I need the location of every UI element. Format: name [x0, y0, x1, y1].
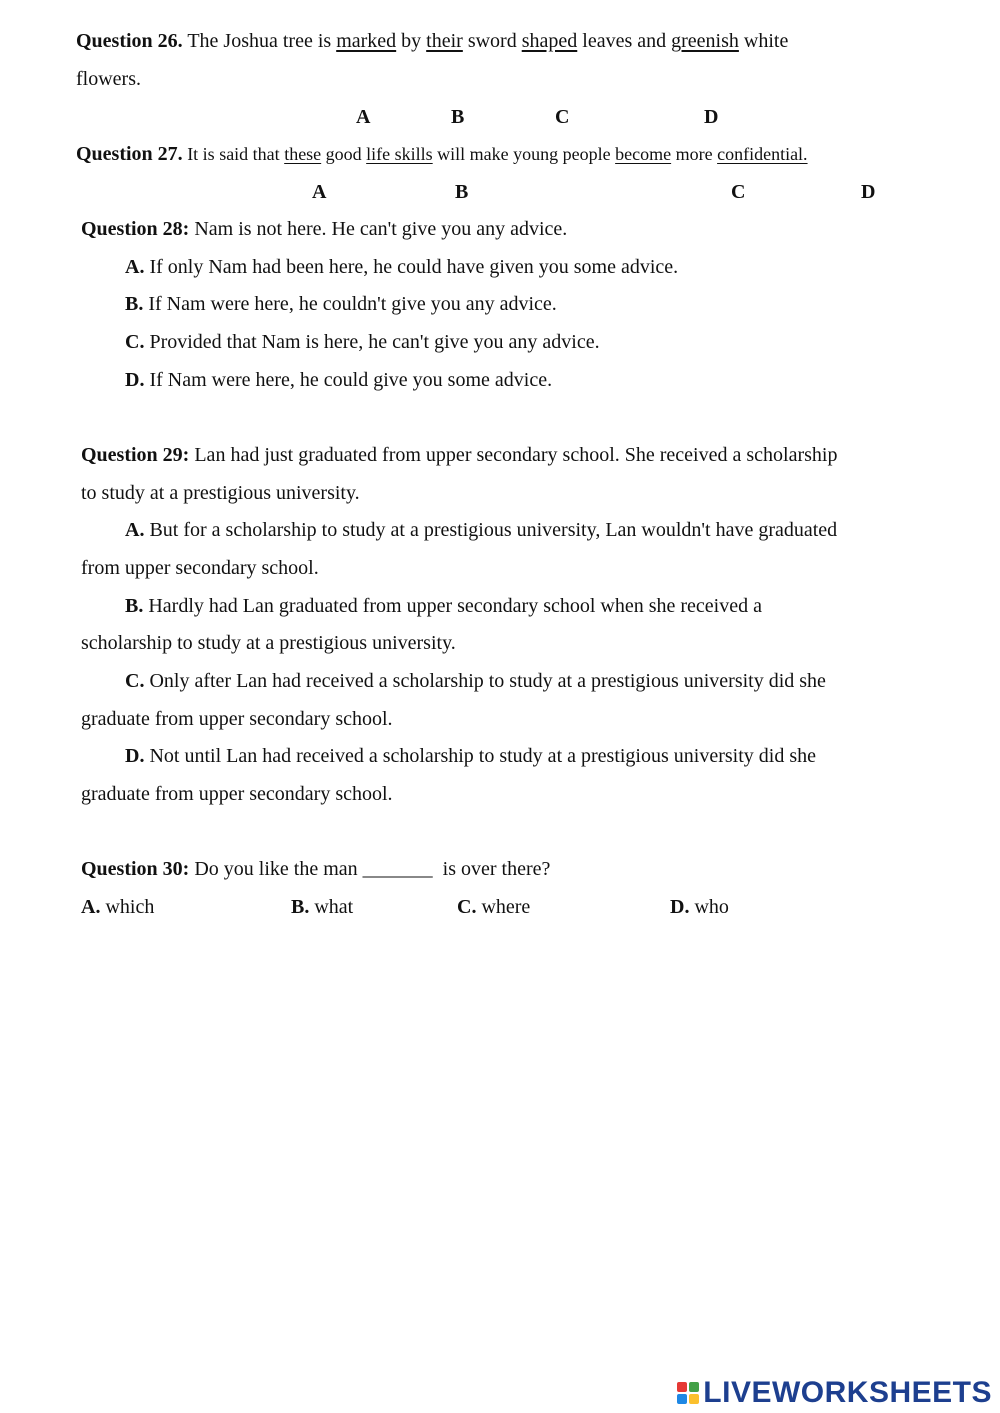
q26-line-2: flowers.	[76, 68, 141, 90]
option-text: Provided that Nam is here, he can't give you any advice.	[144, 331, 600, 353]
q30-label: Question 30:	[81, 858, 190, 880]
q26-letter-a: A	[356, 106, 371, 128]
option-letter: D.	[125, 745, 145, 767]
brand-square-1	[677, 1382, 687, 1392]
q29-option-c-cont[interactable]: graduate from upper secondary school.	[81, 708, 393, 730]
q29-option-c[interactable]	[125, 668, 826, 694]
q30-text: Do you like the man _______ is over there?	[189, 858, 551, 880]
q26-letter-d: D	[704, 106, 719, 128]
option-text: If only Nam had been here, he could have given you some advice.	[144, 256, 679, 278]
option-text: what	[309, 896, 354, 918]
q30-option-c[interactable]	[457, 894, 530, 920]
q29-option-d-cont[interactable]: graduate from upper secondary school.	[81, 783, 393, 805]
option-letter: C.	[125, 670, 145, 692]
q26-underline-c: shaped	[521, 30, 578, 52]
q27-underline-a: these	[284, 144, 322, 164]
q29-option-b-cont[interactable]: scholarship to study at a prestigious university.	[81, 632, 456, 654]
q27-text: good	[321, 144, 367, 164]
q26-text: by	[396, 30, 427, 52]
q30-option-d[interactable]	[670, 894, 729, 920]
q28-option-c[interactable]	[125, 329, 600, 355]
q30-stem	[81, 856, 550, 882]
q29-label: Question 29:	[81, 444, 190, 466]
option-text: where	[476, 896, 531, 918]
option-letter: D.	[125, 369, 145, 391]
option-text: But for a scholarship to study at a prestigious university, Lan wouldn't have graduated	[144, 519, 838, 541]
q26-text: white	[738, 30, 789, 52]
brand-text: LIVEWORKSHEETS	[703, 1376, 992, 1409]
q26-label: Question 26.	[76, 30, 183, 52]
q27-text: will make young people	[432, 144, 616, 164]
q26-underline-d: greenish	[671, 30, 739, 52]
q27-line	[76, 141, 808, 167]
q28-option-b[interactable]	[125, 291, 557, 317]
option-letter: B.	[291, 896, 310, 918]
q26-letter-b: B	[451, 106, 465, 128]
q29-option-b[interactable]	[125, 593, 762, 619]
option-letter: A.	[81, 896, 101, 918]
q27-letter-c: C	[731, 181, 746, 203]
q29-option-d[interactable]	[125, 743, 816, 769]
q27-text: It is said that	[182, 144, 285, 164]
q26-letter-c: C	[555, 106, 570, 128]
q30-option-b[interactable]	[291, 894, 353, 920]
q29-stem	[81, 442, 837, 468]
q26-text: leaves and	[577, 30, 672, 52]
q27-label: Question 27.	[76, 143, 183, 165]
brand-square-4	[689, 1394, 699, 1404]
q27-letter-d: D	[861, 181, 876, 203]
q27-letter-b: B	[455, 181, 469, 203]
option-letter: B.	[125, 293, 144, 315]
q27-text: more	[671, 144, 718, 164]
q27-underline-d: confidential.	[717, 144, 808, 164]
option-letter: B.	[125, 595, 144, 617]
option-letter: A.	[125, 256, 145, 278]
q29-option-a[interactable]	[125, 517, 837, 543]
brand-square-2	[689, 1382, 699, 1392]
q29-text: Lan had just graduated from upper secondary school. She received a scholarship	[189, 444, 838, 466]
liveworksheets-logo[interactable]	[677, 1376, 992, 1410]
q28-text: Nam is not here. He can't give you any advice.	[189, 218, 568, 240]
option-text: Hardly had Lan graduated from upper secondary school when she received a	[143, 595, 762, 617]
q29-stem-cont: to study at a prestigious university.	[81, 482, 360, 504]
q26-underline-b: their	[426, 30, 463, 52]
q28-option-d[interactable]	[125, 367, 552, 393]
q30-option-a[interactable]	[81, 894, 154, 920]
q27-underline-c: become	[615, 144, 672, 164]
q27-letter-a: A	[312, 181, 327, 203]
q26-line-1	[76, 28, 788, 54]
q26-text: sword	[462, 30, 522, 52]
option-letter: A.	[125, 519, 145, 541]
option-text: If Nam were here, he could give you some advice.	[144, 369, 553, 391]
option-text: who	[689, 896, 729, 918]
brand-grid-icon	[677, 1382, 699, 1404]
option-text: Not until Lan had received a scholarship to study at a prestigious university did she	[144, 745, 816, 767]
q26-underline-a: marked	[336, 30, 397, 52]
option-letter: C.	[457, 896, 477, 918]
option-letter: C.	[125, 331, 145, 353]
option-letter: D.	[670, 896, 690, 918]
option-text: Only after Lan had received a scholarship to study at a prestigious university did she	[144, 670, 826, 692]
q27-underline-b: life skills	[366, 144, 433, 164]
q26-text: The Joshua tree is	[182, 30, 337, 52]
q28-stem	[81, 216, 567, 242]
option-text: which	[100, 896, 155, 918]
option-text: If Nam were here, he couldn't give you any advice.	[143, 293, 557, 315]
q28-option-a[interactable]	[125, 254, 678, 280]
brand-square-3	[677, 1394, 687, 1404]
q28-label: Question 28:	[81, 218, 190, 240]
q29-option-a-cont[interactable]: from upper secondary school.	[81, 557, 319, 579]
